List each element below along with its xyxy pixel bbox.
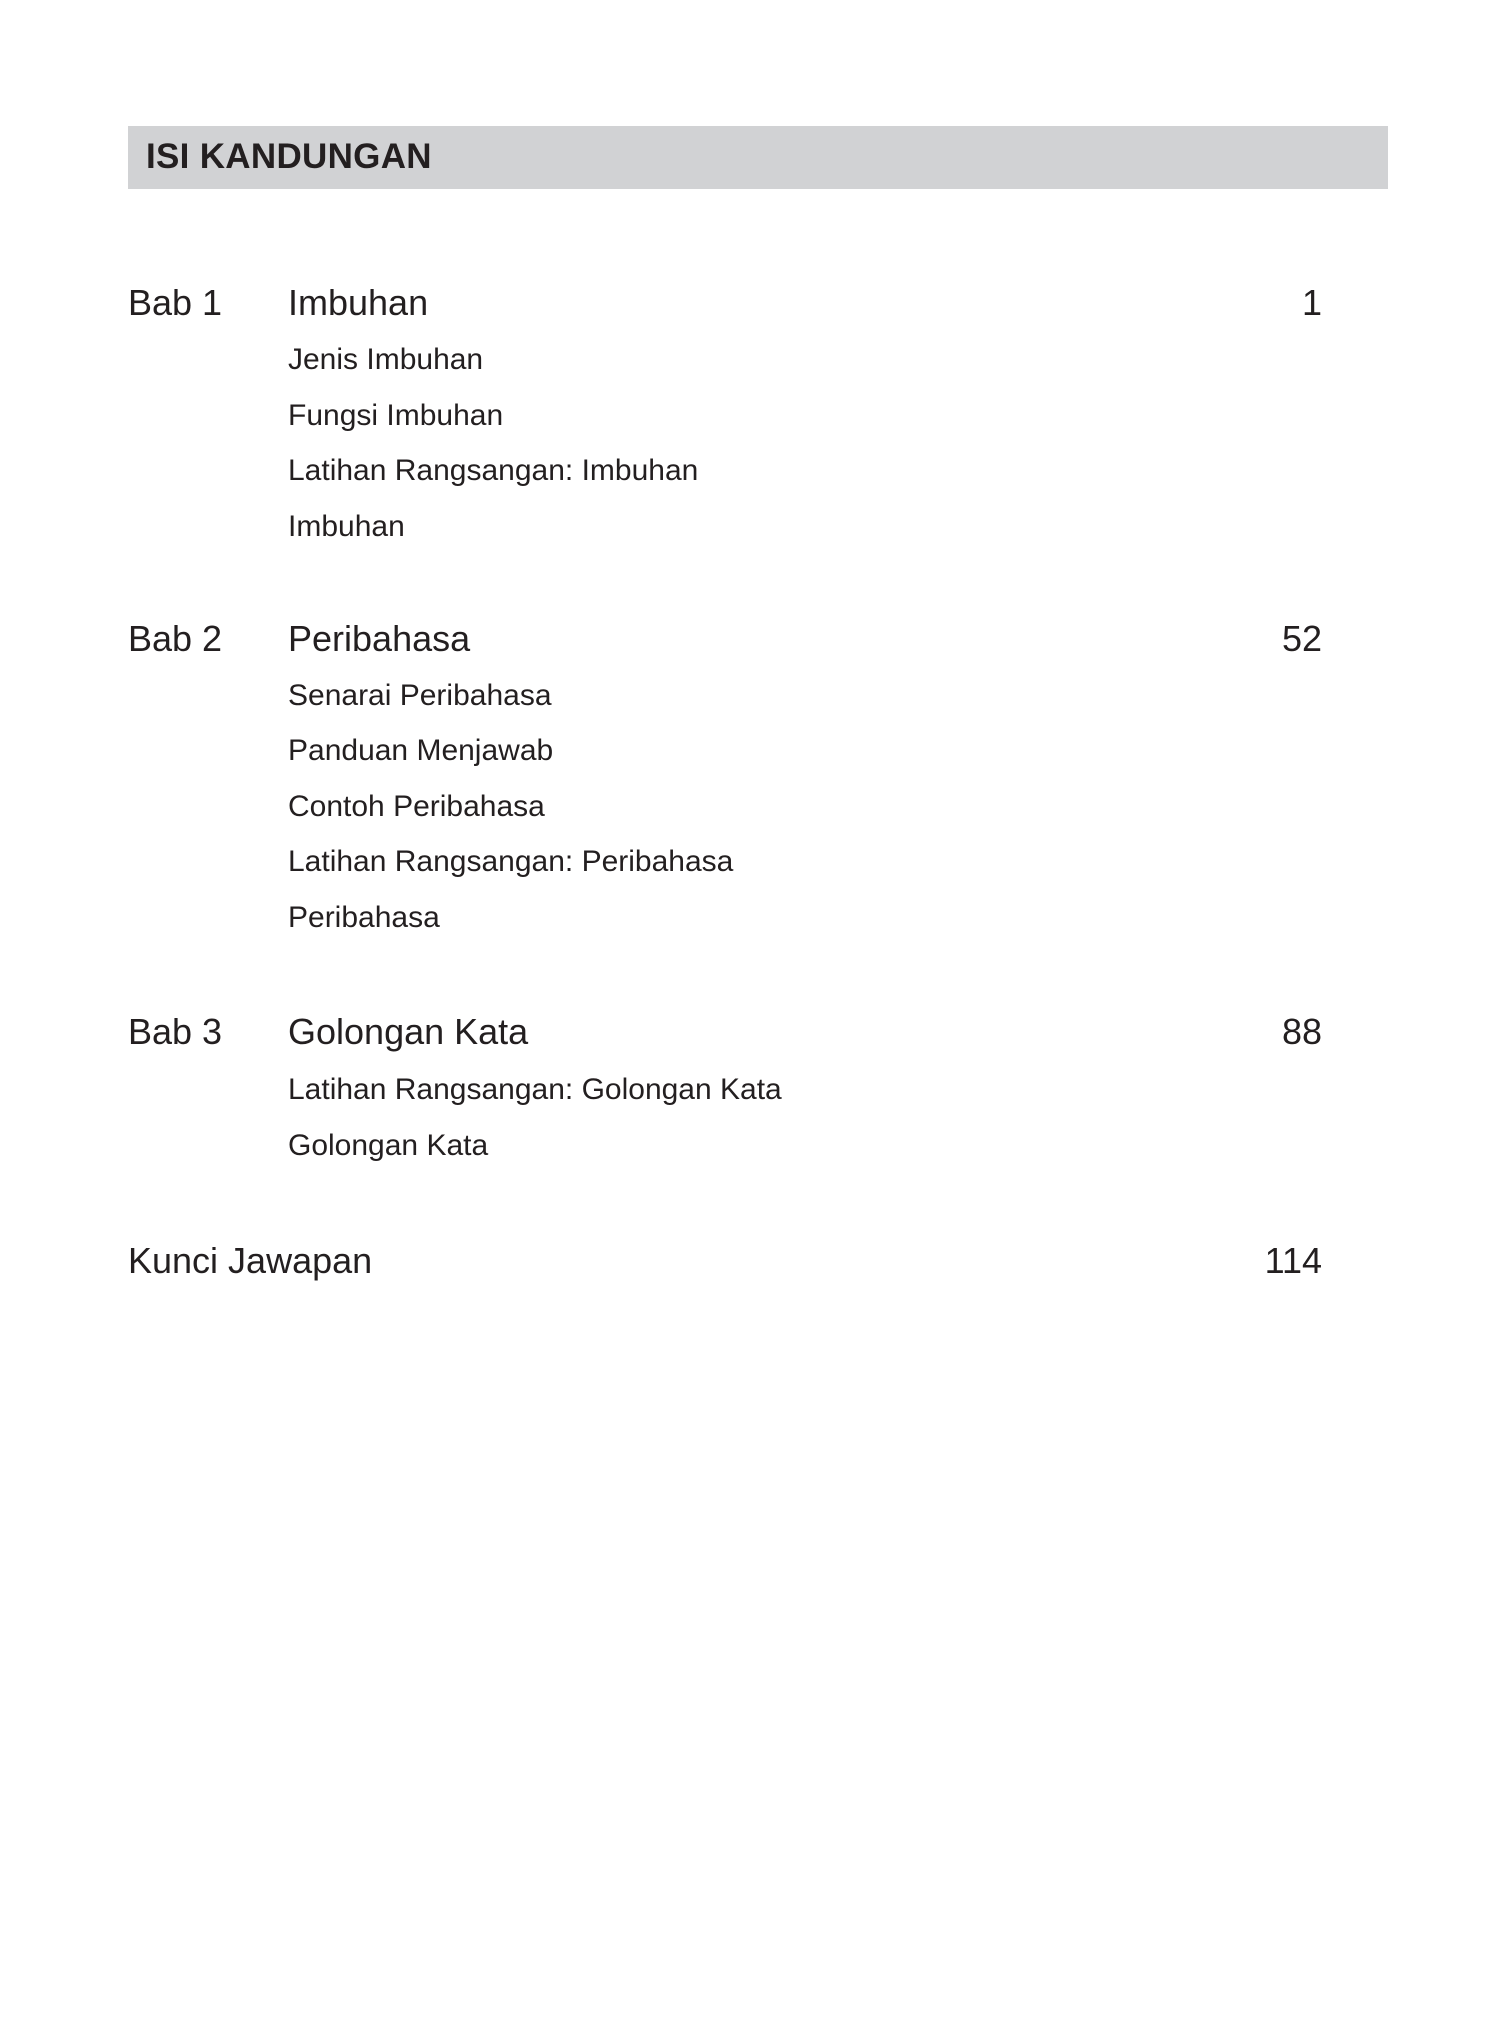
chapter-2-topic-4[interactable]: Latihan Rangsangan: Peribahasa: [288, 845, 734, 878]
chapter-2-topic-3[interactable]: Contoh Peribahasa: [288, 790, 545, 823]
chapter-3-title[interactable]: Golongan Kata: [288, 1011, 529, 1052]
chapter-1-topic-4[interactable]: Imbuhan: [288, 510, 405, 543]
chapter-2-title[interactable]: Peribahasa: [288, 618, 471, 659]
answer-key-label[interactable]: Kunci Jawapan: [128, 1240, 373, 1281]
chapter-1-title[interactable]: Imbuhan: [288, 282, 429, 323]
answer-key-page-number: 114: [1264, 1240, 1322, 1281]
chapter-2-topic-2[interactable]: Panduan Menjawab: [288, 734, 554, 767]
contents-title: ISI KANDUNGAN: [146, 137, 432, 176]
chapter-1-topic-1[interactable]: Jenis Imbuhan: [288, 343, 484, 376]
chapter-1-topic-3[interactable]: Latihan Rangsangan: Imbuhan: [288, 454, 699, 487]
chapter-2-topic-1[interactable]: Senarai Peribahasa: [288, 679, 552, 712]
chapter-1-topic-2[interactable]: Fungsi Imbuhan: [288, 399, 504, 432]
chapter-3-topic-1[interactable]: Latihan Rangsangan: Golongan Kata: [288, 1073, 782, 1106]
chapter-1-label[interactable]: Bab 1: [128, 282, 223, 323]
chapter-3-topic-2[interactable]: Golongan Kata: [288, 1129, 489, 1162]
chapter-1-page-number: 1: [1301, 282, 1322, 323]
chapter-3-label[interactable]: Bab 3: [128, 1011, 223, 1052]
chapter-2-topic-5[interactable]: Peribahasa: [288, 901, 440, 934]
contents-header-bar: [128, 126, 1388, 189]
chapter-2-page-number: 52: [1281, 618, 1322, 659]
chapter-3-page-number: 88: [1281, 1011, 1322, 1052]
chapter-2-label[interactable]: Bab 2: [128, 618, 223, 659]
